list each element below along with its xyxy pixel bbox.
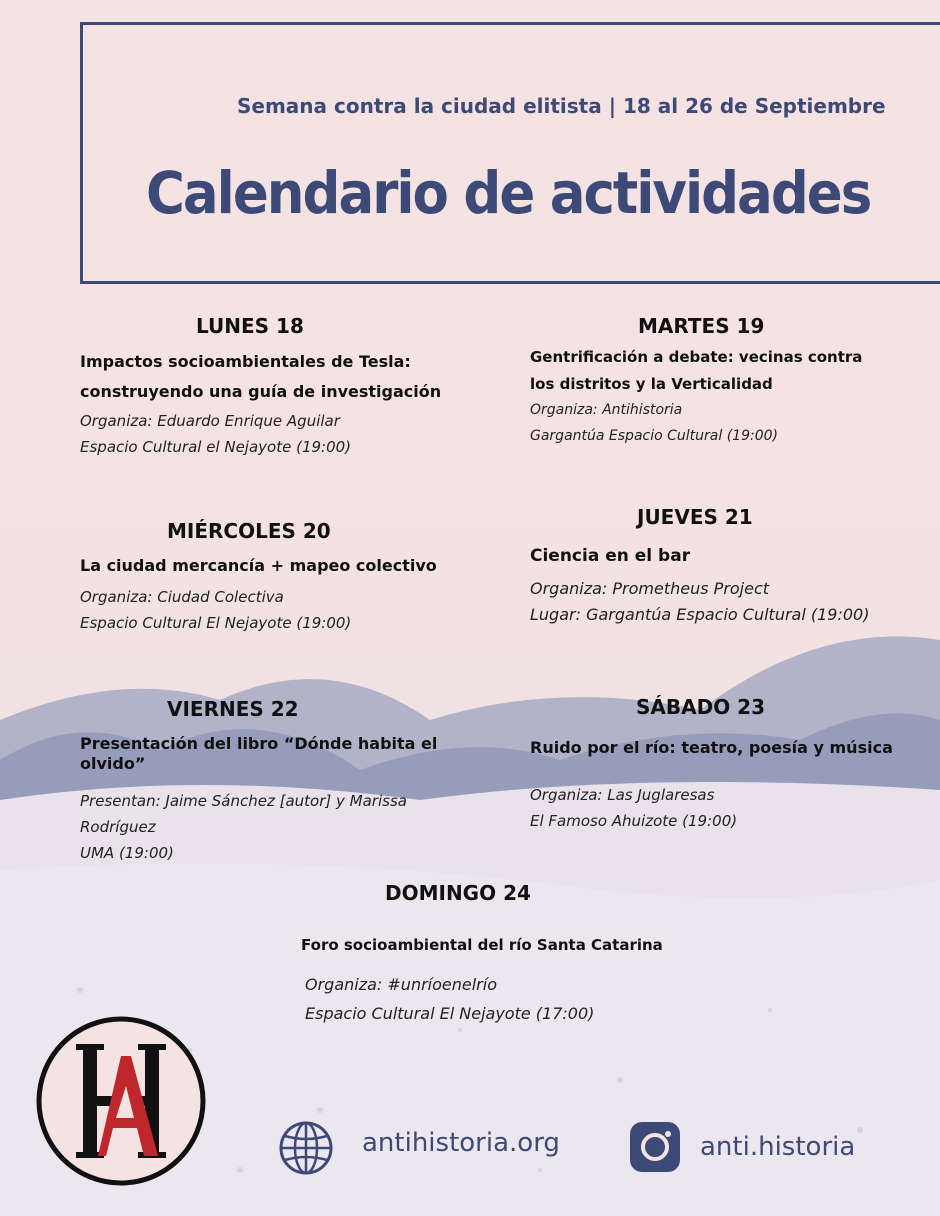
event-place: Espacio Cultural El Nejayote (19:00) — [80, 614, 352, 632]
event-organizer: Presentan: Jaime Sánchez [autor] y Marissa — [80, 792, 407, 810]
event-place: Gargantúa Espacio Cultural (19:00) — [530, 428, 778, 444]
event-title-line: La ciudad mercancía + mapeo colectivo — [80, 556, 437, 575]
day-heading-viernes: VIERNES 22 — [167, 697, 299, 721]
day-heading-domingo: DOMINGO 24 — [385, 881, 531, 905]
instagram-icon — [628, 1120, 682, 1174]
website-link[interactable]: antihistoria.org — [362, 1128, 560, 1158]
instagram-handle[interactable]: anti.historia — [700, 1132, 856, 1162]
event-place: Lugar: Gargantúa Espacio Cultural (19:00) — [530, 605, 870, 624]
day-heading-jueves: JUEVES 21 — [637, 505, 753, 529]
event-place: Espacio Cultural El Nejayote (17:00) — [305, 1004, 595, 1023]
event-title-viernes — [80, 734, 437, 774]
event-title-line: Impactos socioambientales de Tesla: — [80, 352, 411, 371]
event-title-line: Ruido por el río: teatro, poesía y música — [530, 738, 893, 757]
event-info-viernes — [80, 788, 407, 866]
event-title-line: Ciencia en el bar — [530, 546, 691, 566]
event-title-martes — [530, 344, 862, 398]
event-place: El Famoso Ahuizote (19:00) — [530, 812, 738, 830]
header-frame — [80, 22, 940, 284]
event-title-lunes — [80, 347, 441, 407]
event-title-sabado — [530, 733, 893, 763]
event-organizer: Organiza: Ciudad Colectiva — [80, 588, 284, 606]
event-organizer: Organiza: Las Juglaresas — [530, 786, 715, 804]
event-organizer: Organiza: Prometheus Project — [530, 579, 770, 598]
event-title-line: Presentación del libro “Dónde habita el — [80, 734, 438, 753]
event-title-line: Gentrificación a debate: vecinas contra — [530, 348, 863, 366]
day-heading-lunes: LUNES 18 — [196, 314, 304, 338]
event-info-domingo — [305, 970, 594, 1028]
event-title-line: construyendo una guía de investigación — [80, 382, 442, 401]
event-info-jueves — [530, 576, 869, 628]
event-organizer: Organiza: Eduardo Enrique Aguilar — [80, 412, 340, 430]
event-title-jueves — [530, 541, 690, 571]
globe-icon — [278, 1120, 334, 1176]
event-subtitle: Semana contra la ciudad elitista | 18 al 26 de Septiembre — [237, 94, 886, 118]
event-organizer: Rodríguez — [80, 818, 156, 836]
event-info-lunes — [80, 408, 351, 460]
event-title-miercoles — [80, 551, 437, 581]
antihistoria-logo — [36, 1016, 206, 1186]
event-place: Espacio Cultural el Nejayote (19:00) — [80, 438, 352, 456]
event-title-line: olvido” — [80, 754, 146, 773]
event-organizer: Organiza: #unríoenelrío — [305, 975, 497, 994]
event-organizer: Organiza: Antihistoria — [530, 402, 683, 418]
day-heading-miercoles: MIÉRCOLES 20 — [167, 519, 331, 543]
event-info-martes — [530, 398, 778, 450]
page-title: Calendario de actividades — [146, 160, 871, 228]
day-heading-sabado: SÁBADO 23 — [636, 695, 766, 719]
event-title-line: los distritos y la Verticalidad — [530, 375, 773, 393]
event-place: UMA (19:00) — [80, 844, 174, 862]
event-info-miercoles — [80, 584, 351, 636]
event-title-domingo — [301, 930, 663, 960]
day-heading-martes: MARTES 19 — [638, 314, 765, 338]
event-title-line: Foro socioambiental del río Santa Catarina — [301, 936, 663, 954]
event-info-sabado — [530, 782, 737, 834]
